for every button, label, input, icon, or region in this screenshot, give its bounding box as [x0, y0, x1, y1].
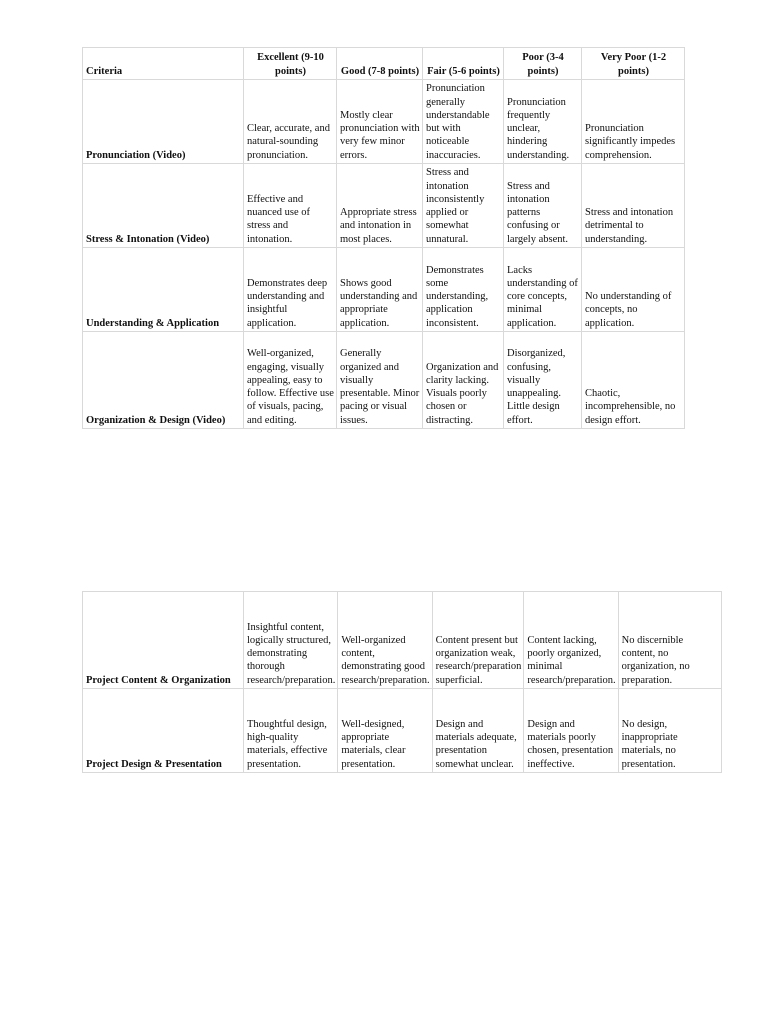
rubric-cell: Insightful content, logically structured, demonstrating thorough research/preparation.	[244, 592, 338, 689]
table-row	[83, 332, 685, 429]
rubric-cell: Pronunciation generally understandable but with noticeable inaccuracies.	[423, 80, 504, 164]
level-header-excellent: Excellent (9-10 points)	[244, 48, 337, 80]
criterion-label: Stress & Intonation (Video)	[83, 164, 244, 248]
rubric-cell: Demonstrates some understanding, application inconsistent.	[423, 248, 504, 332]
rubric-cell: Pronunciation significantly impedes comprehension.	[582, 80, 685, 164]
table-row	[83, 592, 722, 689]
rubric-cell: Demonstrates deep understanding and insightful application.	[244, 248, 337, 332]
level-header-poor: Poor (3-4 points)	[504, 48, 582, 80]
rubric-cell: Clear, accurate, and natural-sounding pronunciation.	[244, 80, 337, 164]
rubric-cell: Stress and intonation detrimental to understanding.	[582, 164, 685, 248]
rubric-cell: Shows good understanding and appropriate application.	[337, 248, 423, 332]
table-row	[83, 80, 685, 164]
rubric-cell: Lacks understanding of core concepts, minimal application.	[504, 248, 582, 332]
criterion-label: Pronunciation (Video)	[83, 80, 244, 164]
table-row	[83, 164, 685, 248]
rubric-cell: Well-organized, engaging, visually appealing, easy to follow. Effective use of visuals, pacing, and editing.	[244, 332, 337, 429]
level-header-very-poor: Very Poor (1-2 points)	[582, 48, 685, 80]
project-rubric-table	[82, 591, 722, 773]
rubric-cell: Disorganized, confusing, visually unappealing. Little design effort.	[504, 332, 582, 429]
rubric-cell: No discernible content, no organization, no preparation.	[618, 592, 721, 689]
rubric-cell: Stress and intonation patterns confusing or largely absent.	[504, 164, 582, 248]
criterion-label: Project Content & Organization	[83, 592, 244, 689]
criterion-label: Understanding & Application	[83, 248, 244, 332]
level-header-good: Good (7-8 points)	[337, 48, 423, 80]
rubric-cell: Well-organized content, demonstrating good research/preparation.	[338, 592, 432, 689]
rubric-cell: Pronunciation frequently unclear, hindering understanding.	[504, 80, 582, 164]
rubric-cell: Organization and clarity lacking. Visuals poorly chosen or distracting.	[423, 332, 504, 429]
criterion-label: Project Design & Presentation	[83, 689, 244, 773]
level-header-fair: Fair (5-6 points)	[423, 48, 504, 80]
rubric-cell: No design, inappropriate materials, no presentation.	[618, 689, 721, 773]
rubric-cell: Mostly clear pronunciation with very few minor errors.	[337, 80, 423, 164]
table-row	[83, 689, 722, 773]
rubric-cell: Design and materials adequate, presentation somewhat unclear.	[432, 689, 524, 773]
criterion-label: Organization & Design (Video)	[83, 332, 244, 429]
rubric-cell: Content present but organization weak, research/preparation superficial.	[432, 592, 524, 689]
rubric-cell: Generally organized and visually presentable. Minor pacing or visual issues.	[337, 332, 423, 429]
table-row	[83, 248, 685, 332]
rubric-cell: No understanding of concepts, no application.	[582, 248, 685, 332]
rubric-cell: Content lacking, poorly organized, minimal research/preparation.	[524, 592, 618, 689]
rubric-cell: Chaotic, incomprehensible, no design effort.	[582, 332, 685, 429]
rubric-cell: Stress and intonation inconsistently applied or somewhat unnatural.	[423, 164, 504, 248]
rubric-table	[82, 47, 685, 429]
rubric-cell: Design and materials poorly chosen, presentation ineffective.	[524, 689, 618, 773]
rubric-cell: Effective and nuanced use of stress and intonation.	[244, 164, 337, 248]
rubric-cell: Well-designed, appropriate materials, clear presentation.	[338, 689, 432, 773]
rubric-cell: Appropriate stress and intonation in most places.	[337, 164, 423, 248]
rubric-cell: Thoughtful design, high-quality materials, effective presentation.	[244, 689, 338, 773]
header-row	[83, 48, 685, 80]
criteria-header: Criteria	[83, 48, 244, 80]
